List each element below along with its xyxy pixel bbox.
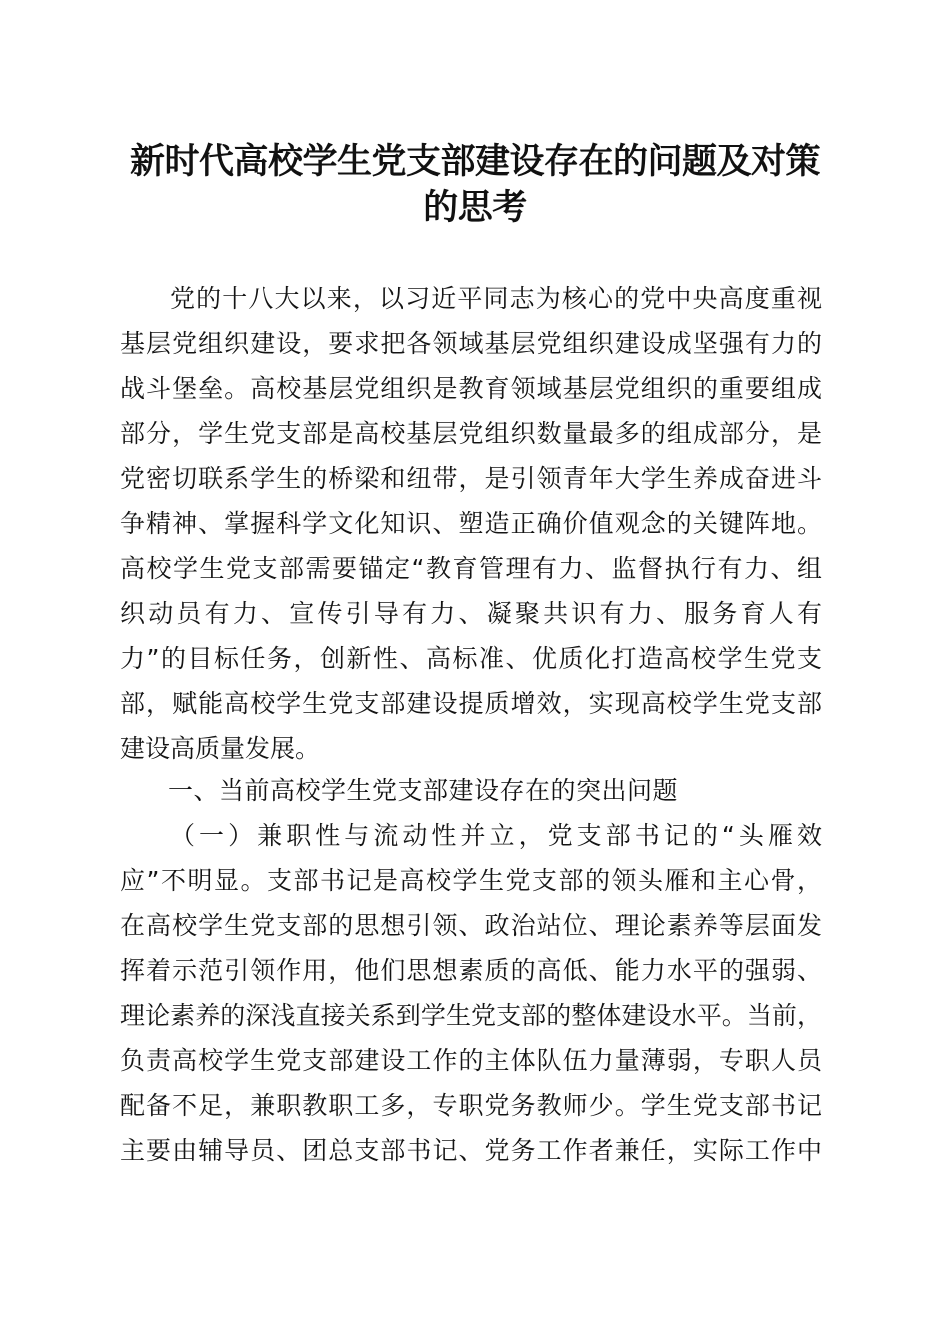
paragraph-line: 负责高校学生党支部建设工作的主体队伍力量薄弱，专职人员 <box>120 1046 822 1075</box>
section-heading: 一、当前高校学生党支部建设存在的突出问题 <box>168 776 679 805</box>
paragraph-line: 战斗堡垒。高校基层党组织是教育领域基层党组织的重要组成 <box>120 374 822 403</box>
paragraph-line: 织动员有力、宣传引导有力、凝聚共识有力、服务育人有 <box>120 599 822 628</box>
paragraph-line: 基层党组织建设，要求把各领域基层党组织建设成坚强有力的 <box>120 329 822 358</box>
document-title-line-1: 新时代高校学生党支部建设存在的问题及对策 <box>129 141 820 182</box>
paragraph-line: 在高校学生党支部的思想引领、政治站位、理论素养等层面发 <box>120 911 822 940</box>
paragraph-line: 建设高质量发展。 <box>120 734 321 763</box>
paragraph-line: 争精神、掌握科学文化知识、塑造正确价值观念的关键阵地。 <box>120 509 822 538</box>
paragraph-line: 主要由辅导员、团总支部书记、党务工作者兼任，实际工作中 <box>120 1136 822 1165</box>
document-title-line-2: 的思考 <box>423 187 527 228</box>
paragraph-line: 高校学生党支部需要锚定“教育管理有力、监督执行有力、组 <box>120 554 822 583</box>
paragraph-line: 党密切联系学生的桥梁和纽带，是引领青年大学生养成奋进斗 <box>120 464 822 493</box>
paragraph-line: 配备不足，兼职教职工多，专职党务教师少。学生党支部书记 <box>120 1091 822 1120</box>
paragraph-line: 理论素养的深浅直接关系到学生党支部的整体建设水平。当前， <box>120 1001 822 1030</box>
paragraph-line: 力”的目标任务，创新性、高标准、优质化打造高校学生党支 <box>120 644 822 673</box>
paragraph-line: 部分，学生党支部是高校基层党组织数量最多的组成部分，是 <box>120 419 822 448</box>
paragraph-line: 应”不明显。支部书记是高校学生党支部的领头雁和主心骨， <box>120 866 822 895</box>
paragraph-line: 挥着示范引领作用，他们思想素质的高低、能力水平的强弱、 <box>120 956 822 985</box>
paragraph-line: 党的十八大以来，以习近平同志为核心的党中央高度重视 <box>170 284 822 313</box>
paragraph-line: 部，赋能高校学生党支部建设提质增效，实现高校学生党支部 <box>120 689 822 718</box>
paragraph-line: （一）兼职性与流动性并立，党支部书记的“头雁效 <box>170 821 822 850</box>
